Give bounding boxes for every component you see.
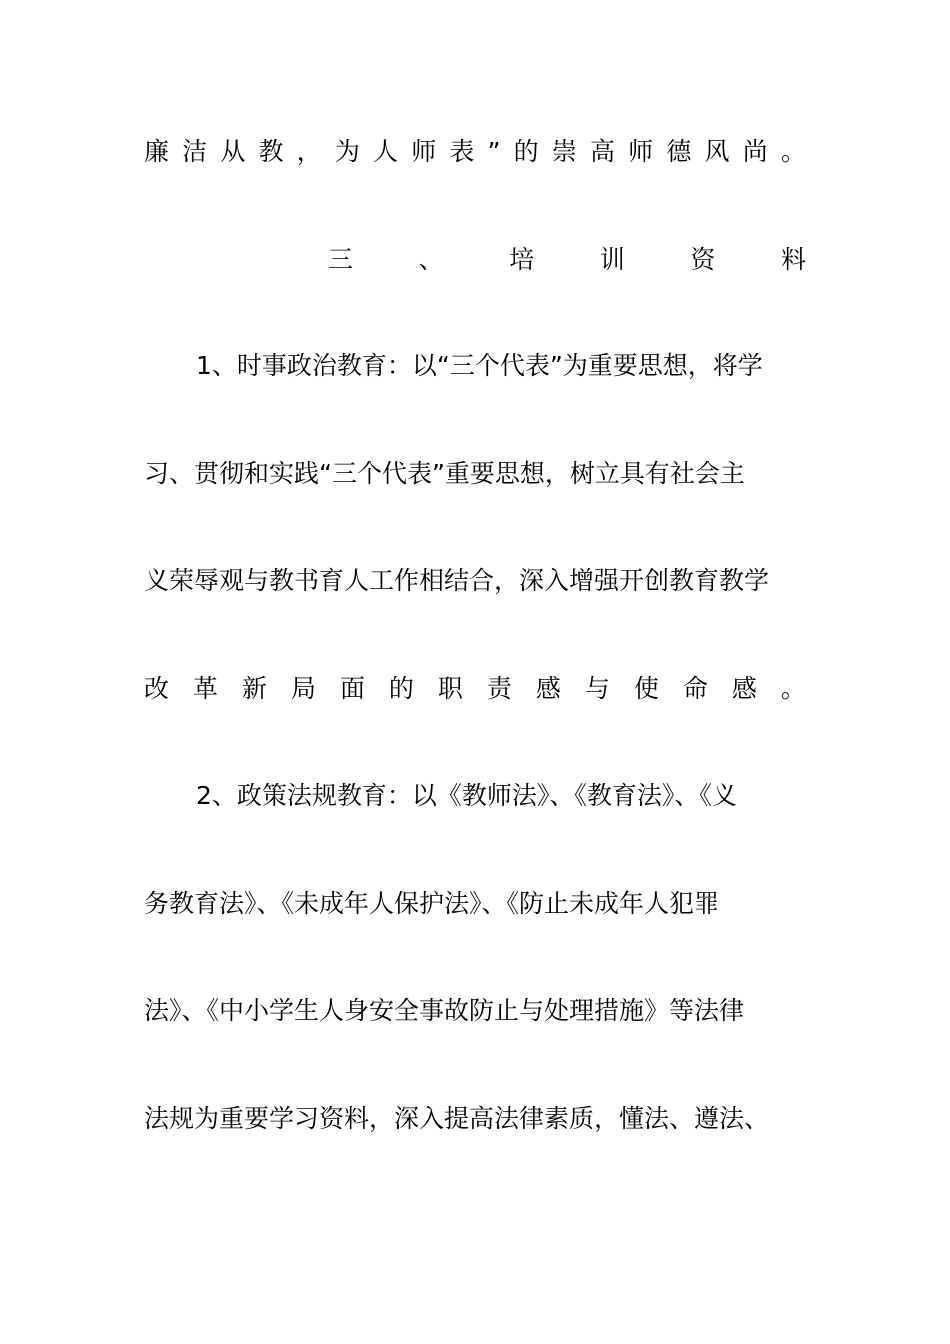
text-char: 培 bbox=[509, 245, 535, 274]
paragraph-line-9: 法》、《中小学生人身安全事故防止与处理措施》等法律 bbox=[144, 996, 745, 1025]
text-char: 命 bbox=[682, 674, 708, 703]
text-char: 。 bbox=[780, 674, 806, 703]
paragraph-line-5: 义荣辱观与教书育人工作相结合，深入增强开创教育教学 bbox=[144, 566, 770, 595]
text-char: 责 bbox=[486, 674, 512, 703]
text-char: 的 bbox=[388, 674, 414, 703]
paragraph-line-3: 1、时事政治教育：以“三个代表”为重要思想，将学 bbox=[196, 351, 763, 380]
text-char: 师 bbox=[628, 137, 654, 166]
text-char: 局 bbox=[290, 674, 316, 703]
paragraph-line-7: 2、政策法规教育：以《教师法》、《教育法》、《义 bbox=[196, 781, 737, 810]
text-char: 人 bbox=[373, 137, 399, 166]
text-char: 高 bbox=[590, 137, 616, 166]
text-char: 改 bbox=[144, 674, 170, 703]
text-char: 面 bbox=[339, 674, 365, 703]
text-char: ， bbox=[296, 137, 322, 166]
text-char: 为 bbox=[334, 137, 360, 166]
text-char: 的 bbox=[513, 137, 539, 166]
text-char: 料 bbox=[780, 245, 806, 274]
text-char: 洁 bbox=[182, 137, 208, 166]
text-char: 。 bbox=[780, 137, 806, 166]
text-char: 职 bbox=[437, 674, 463, 703]
text-char: 使 bbox=[633, 674, 659, 703]
text-char: ” bbox=[487, 137, 501, 166]
text-char: 与 bbox=[584, 674, 610, 703]
text-char: 革 bbox=[192, 674, 218, 703]
paragraph-line-10: 法规为重要学习资料，深入提高法律素质，懂法、遵法、 bbox=[144, 1104, 770, 1133]
text-char: 、 bbox=[418, 245, 444, 274]
text-char: 尚 bbox=[742, 137, 768, 166]
text-char: 感 bbox=[535, 674, 561, 703]
text-char: 训 bbox=[599, 245, 625, 274]
text-char: 崇 bbox=[551, 137, 577, 166]
paragraph-line-1 bbox=[144, 132, 806, 172]
text-char: 风 bbox=[704, 137, 730, 166]
text-char: 资 bbox=[690, 245, 716, 274]
text-char: 师 bbox=[411, 137, 437, 166]
text-char: 三 bbox=[328, 245, 354, 274]
section-heading bbox=[328, 240, 806, 280]
text-char: 表 bbox=[449, 137, 475, 166]
text-char: 德 bbox=[666, 137, 692, 166]
text-char: 新 bbox=[241, 674, 267, 703]
text-char: 教 bbox=[258, 137, 284, 166]
text-char: 廉 bbox=[144, 137, 170, 166]
text-char: 从 bbox=[220, 137, 246, 166]
paragraph-line-8: 务教育法》、《未成年人保护法》、《防止未成年人犯罪 bbox=[144, 889, 720, 918]
paragraph-line-6 bbox=[144, 669, 806, 709]
text-char: 感 bbox=[731, 674, 757, 703]
paragraph-line-4: 习、贯彻和实践“三个代表”重要思想，树立具有社会主 bbox=[144, 459, 745, 488]
